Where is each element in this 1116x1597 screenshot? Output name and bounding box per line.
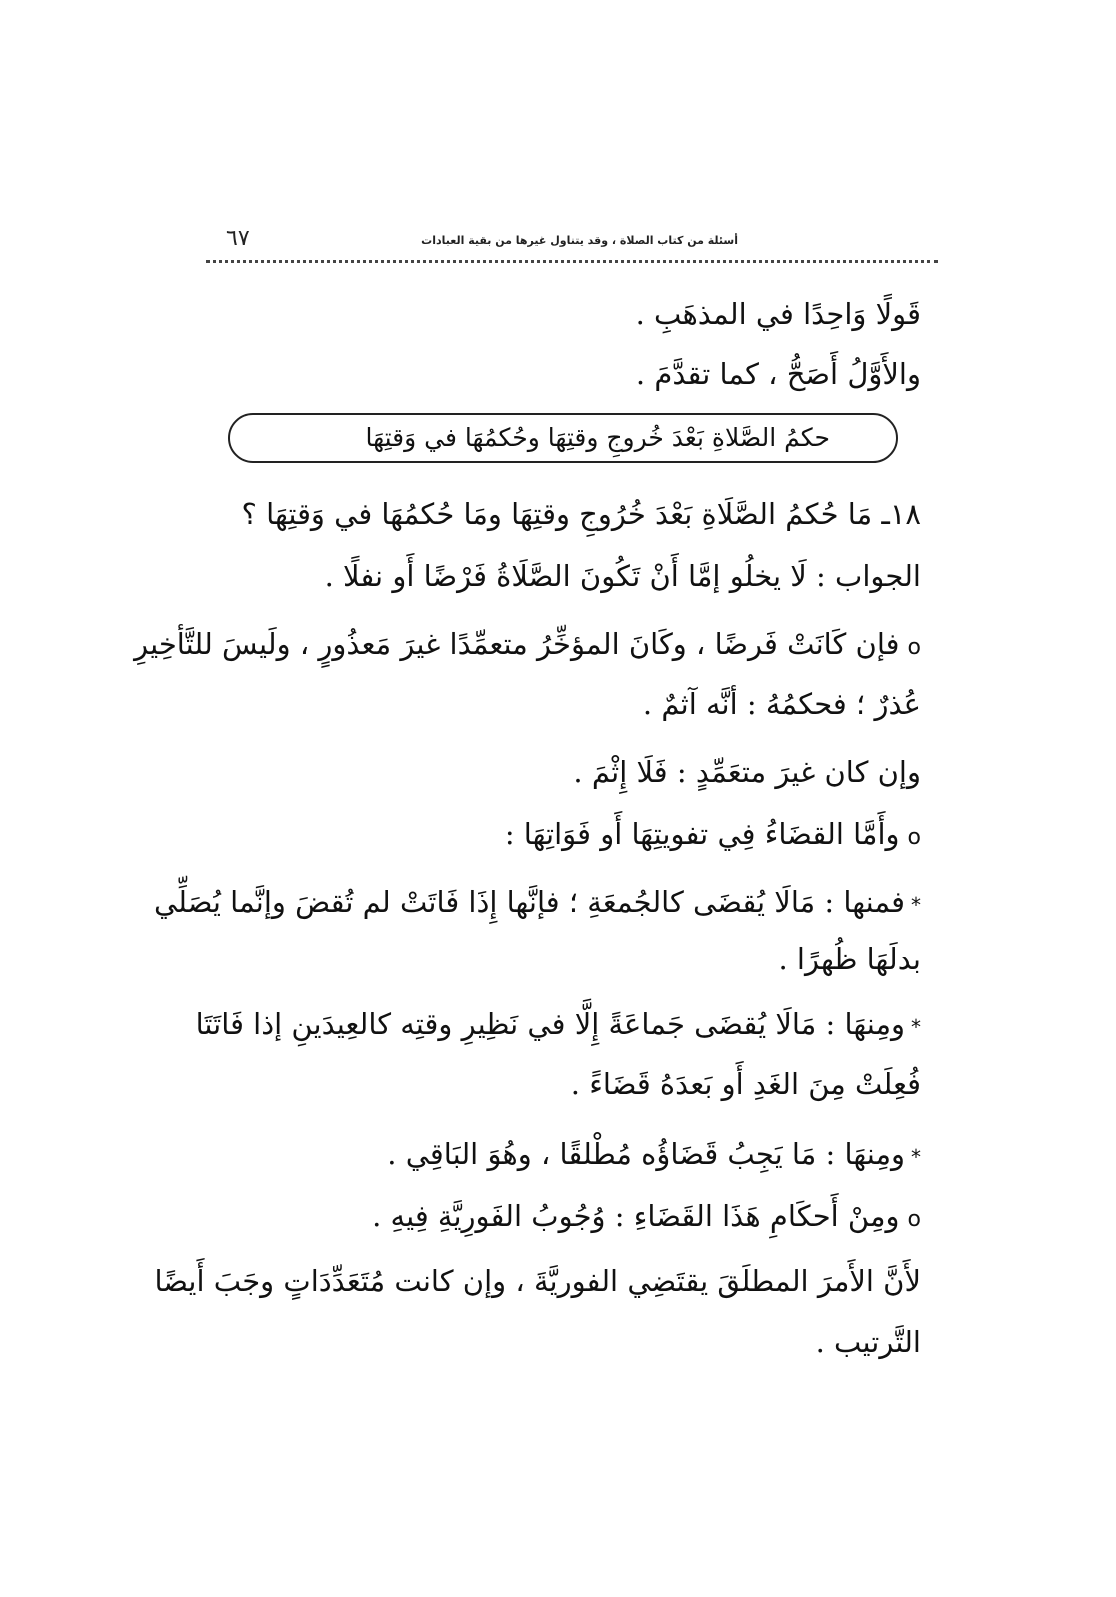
header-divider: [206, 260, 938, 263]
question-18: ١٨ـ مَا حُكمُ الصَّلَاةِ بَعْدَ خُرُوجِ وقتِهَا ومَا حُكمُهَا في وَقتِهَا ؟: [241, 497, 921, 531]
text-line: بدلَهَا ظُهرًا .: [778, 942, 921, 976]
asterisk-icon: *: [911, 1015, 921, 1039]
star-paragraph: [201, 1137, 921, 1171]
page-number: ٦٧: [226, 226, 250, 251]
running-header-title: أسئلة من كتاب الصلاة ، وقد يتناول غيرها من بقية العبادات: [421, 234, 738, 247]
bullet-circle-icon: o: [907, 635, 921, 660]
bullet-paragraph: [201, 1199, 921, 1233]
text-line: وأَمَّا القضَاءُ فِي تفويتِهَا أَو فَوَاتِهَا :: [504, 817, 900, 851]
section-heading-box: [228, 413, 898, 463]
asterisk-icon: *: [911, 1145, 921, 1169]
text-line: فُعِلَتْ مِنَ الغَدِ أَو بَعدَهُ قَضَاءً .: [570, 1067, 921, 1101]
text-line: فمنها : مَالَا يُقضَى كالجُمعَةِ ؛ فإنَّها إِذَا فَاتَتْ لم تُقضَ وإنَّما يُصَلِّي: [153, 885, 905, 919]
text-line: عُذرٌ ؛ فحكمُهُ : أنَّه آثمٌ .: [642, 687, 921, 721]
text-line: قَولًا وَاحِدًا في المذهَبِ .: [635, 297, 921, 331]
text-line: لأَنَّ الأَمرَ المطلَقَ يقتَضِي الفوريَّةَ ، وإن كانت مُتَعَدِّدَاتٍ وجَبَ أَيضًا: [154, 1264, 921, 1298]
section-heading: حكمُ الصَّلاةِ بَعْدَ خُروجِ وقتِهَا وحُكمُهَا في وَقتِهَا: [365, 423, 830, 452]
text-line: ومِنْ أَحكَامِ هَذَا القَضَاءِ : وُجُوبُ الفَورِيَّةِ فِيهِ .: [372, 1199, 900, 1233]
star-paragraph: [195, 1007, 921, 1041]
bullet-circle-icon: o: [907, 825, 921, 850]
asterisk-icon: *: [911, 893, 921, 917]
answer-line: الجواب : لَا يخلُو إمَّا أَنْ تَكُونَ الصَّلَاةُ فَرْضًا أَو نفلًا .: [324, 559, 921, 593]
text-line: التَّرتيب .: [815, 1325, 921, 1359]
bullet-circle-icon: o: [907, 1207, 921, 1232]
star-paragraph: [153, 885, 921, 919]
text-line: والأَوَّلُ أَصَحُّ ، كما تقدَّمَ .: [635, 357, 921, 391]
bullet-paragraph: [201, 817, 921, 851]
running-header: [206, 226, 928, 262]
text-line: وإن كان غيرَ متعَمِّدٍ : فَلَا إِثْمَ .: [573, 755, 921, 789]
text-line: ومِنهَا : مَالَا يُقضَى جَماعَةً إِلَّا في نَظِيرِ وقتِه كالعِيدَينِ إذا فَاتَتَا: [195, 1007, 905, 1041]
text-line: فإن كَانَتْ فَرضًا ، وكَانَ المؤخِّرُ متعمِّدًا غيرَ مَعذُورٍ ، ولَيسَ للتَّأخِيرِ: [134, 627, 900, 661]
text-line: ومِنهَا : مَا يَجِبُ قَضَاؤُه مُطْلقًا ، وهُوَ البَاقِي .: [387, 1137, 905, 1171]
bullet-paragraph: [134, 627, 921, 661]
